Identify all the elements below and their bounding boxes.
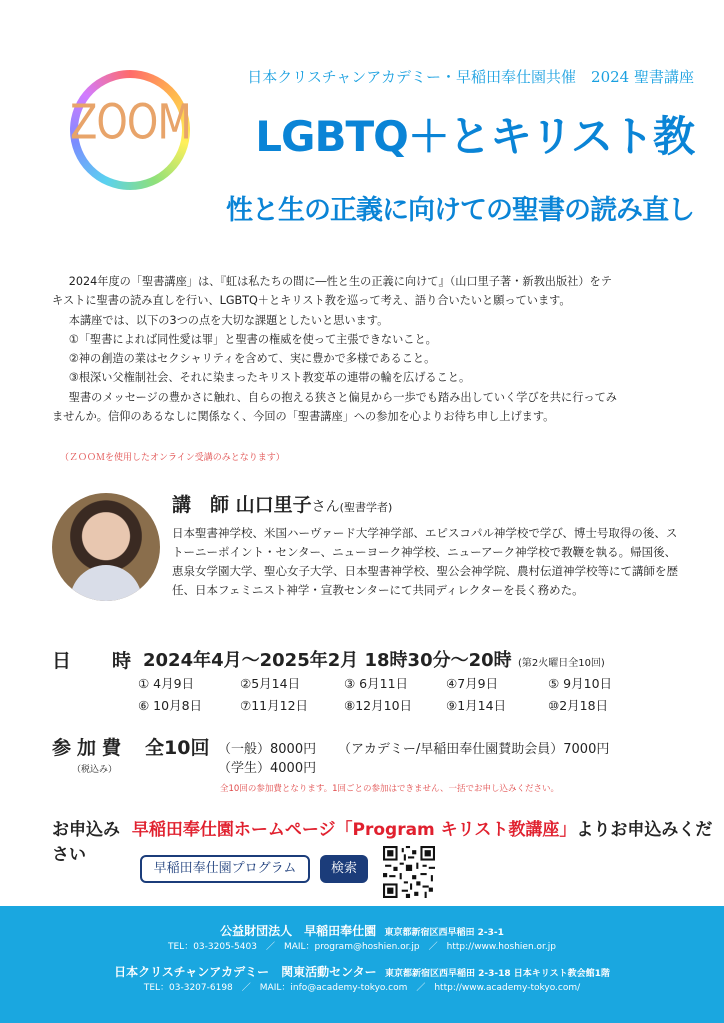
session-7: ⑦11月12日 (240, 698, 309, 713)
fee-academy: （アカデミー/早稲田奉仕園賛助会員）7000円 (338, 742, 610, 757)
footer-org2: 日本クリスチャンアカデミー 関東活動センター (114, 965, 377, 979)
page-subtitle: 性と生の正義に向けての聖書の読み直し (226, 195, 694, 226)
intro-p3b: ませんか。信仰のあるなしに関係なく、今回の「聖書講座」への参加を心よりお待ち申し上げます。 (52, 410, 555, 424)
search-button[interactable]: 検索 (320, 855, 368, 883)
session-2: ②5月14日 (240, 676, 301, 691)
schedule-dates: 2024年4月～2025年2月 18時30分～20時 (143, 650, 512, 671)
session-10: ⑩2月18日 (548, 698, 609, 713)
intro-p1: 2024年度の「聖書講座」は、『虹は私たちの間に―性と生の正義に向けて』（山口里子著・新教出版社）をテ (68, 275, 612, 288)
session-8: ⑧12月10日 (344, 698, 413, 713)
intro-item3: ③根深い父権制社会、それに染まったキリスト教変革の連帯の輪を広げること。 (68, 371, 471, 385)
intro-p2: 本講座では、以下の3つの点を大切な課題としたいと思います。 (68, 313, 389, 327)
lecturer-bio: 日本聖書神学校、米国ハーヴァード大学神学部、エピスコパル神学校で学び、博士号取得の後、ストーニーポイント・センター、ニューヨーク神学校、ニューアーク神学校で教鞭を執る。帰国後、恵泉女学園大学、聖心女子大学、日本聖書神学校、聖公会神学院、農村伝道神学校等にて講師を歴任、日本フェミニスト神学・宣教センターにて共同ディレクターを長く務めた。 (172, 526, 678, 597)
fee-note: 全10回の参加費となります。1回ごとの参加はできません、一括でお申し込みください。 (220, 784, 560, 794)
apply-end: よりお申込みください (52, 820, 713, 865)
apply-label: お申込み (52, 820, 120, 840)
fee-tax: （税込み） (72, 765, 118, 775)
schedule-label-1: 日 (52, 650, 72, 672)
footer-org1: 公益財団法人 早稲田奉仕園 (220, 924, 377, 938)
schedule-sub: (第2火曜日全10回) (517, 658, 605, 669)
footer-addr1: 東京都新宿区西早稲田 2-3-1 (384, 928, 504, 938)
lecturer-name: 山口里子 (235, 494, 312, 516)
lecturer-photo (52, 493, 160, 601)
intro-item2: ②神の創造の業はセクシャリティを含めて、実に豊かで多様であること。 (68, 352, 436, 366)
session-5: ⑤ 9月10日 (548, 676, 613, 691)
lecturer-label: 講 師 (172, 494, 230, 516)
lecturer-honorific: さん (311, 499, 340, 515)
qr-code-icon[interactable] (383, 846, 435, 898)
page-title: LGBTQ＋とキリスト教 (255, 112, 694, 161)
footer-org1-line (0, 922, 724, 939)
fee-student: （学生）4000円 (218, 761, 317, 776)
footer-org2-line (0, 963, 724, 980)
apply-link-text[interactable]: 早稲田奉仕園ホームページ「Program キリスト教講座」 (131, 820, 577, 840)
intro-text (52, 272, 684, 426)
fee-general: （一般）8000円 (218, 742, 317, 757)
session-3: ③ 6月11日 (344, 676, 409, 691)
online-note: （ＺＯＯＭを使用したオンライン受講のみとなります） (60, 453, 285, 463)
search-keyword-box[interactable]: 早稲田奉仕園プログラム (140, 855, 310, 883)
intro-p3: 聖書のメッセージの豊かさに触れ、自らの抱える狭さと偏見から一歩でも踏み出していく学びを共に行ってみ (68, 390, 617, 404)
session-9: ⑨1月14日 (446, 698, 507, 713)
footer-contact2[interactable]: TEL：03-3207-6198 ／ MAIL：info@academy-tokyo.com ／ http://www.academy-tokyo.com/ (143, 983, 581, 993)
footer-addr2: 東京都新宿区西早稲田 2-3-18 日本キリスト教会館1階 (385, 969, 610, 979)
fee-label: 参加費 (52, 737, 128, 759)
session-list (138, 674, 648, 714)
zoom-logo-text: ZOOM (70, 95, 191, 151)
host-line: 日本クリスチャンアカデミー・早稲田奉仕園共催 2024 聖書講座 (247, 68, 694, 86)
intro-item1: ①「聖書によれば同性愛は罪」と聖書の権威を使って主張できないこと。 (68, 332, 437, 346)
footer (0, 906, 724, 1023)
schedule-main (143, 646, 605, 672)
lecturer-heading (172, 490, 392, 517)
session-1: ① 4月9日 (138, 676, 195, 691)
lecturer-role: (聖書学者) (339, 501, 393, 514)
footer-contact1[interactable]: TEL：03-3205-5403 ／ MAIL：program@hoshien.or.jp ／ http://www.hoshien.or.jp (168, 942, 556, 952)
schedule-label-2: 時 (112, 650, 132, 672)
session-4: ④7月9日 (446, 676, 499, 691)
intro-p1b: キストに聖書の読み直しを行い、LGBTQ＋とキリスト教を巡って考え、語り合いたいと願っています。 (52, 294, 571, 308)
session-6: ⑥ 10月8日 (138, 698, 203, 713)
fee-main: 全10回 (145, 737, 210, 759)
